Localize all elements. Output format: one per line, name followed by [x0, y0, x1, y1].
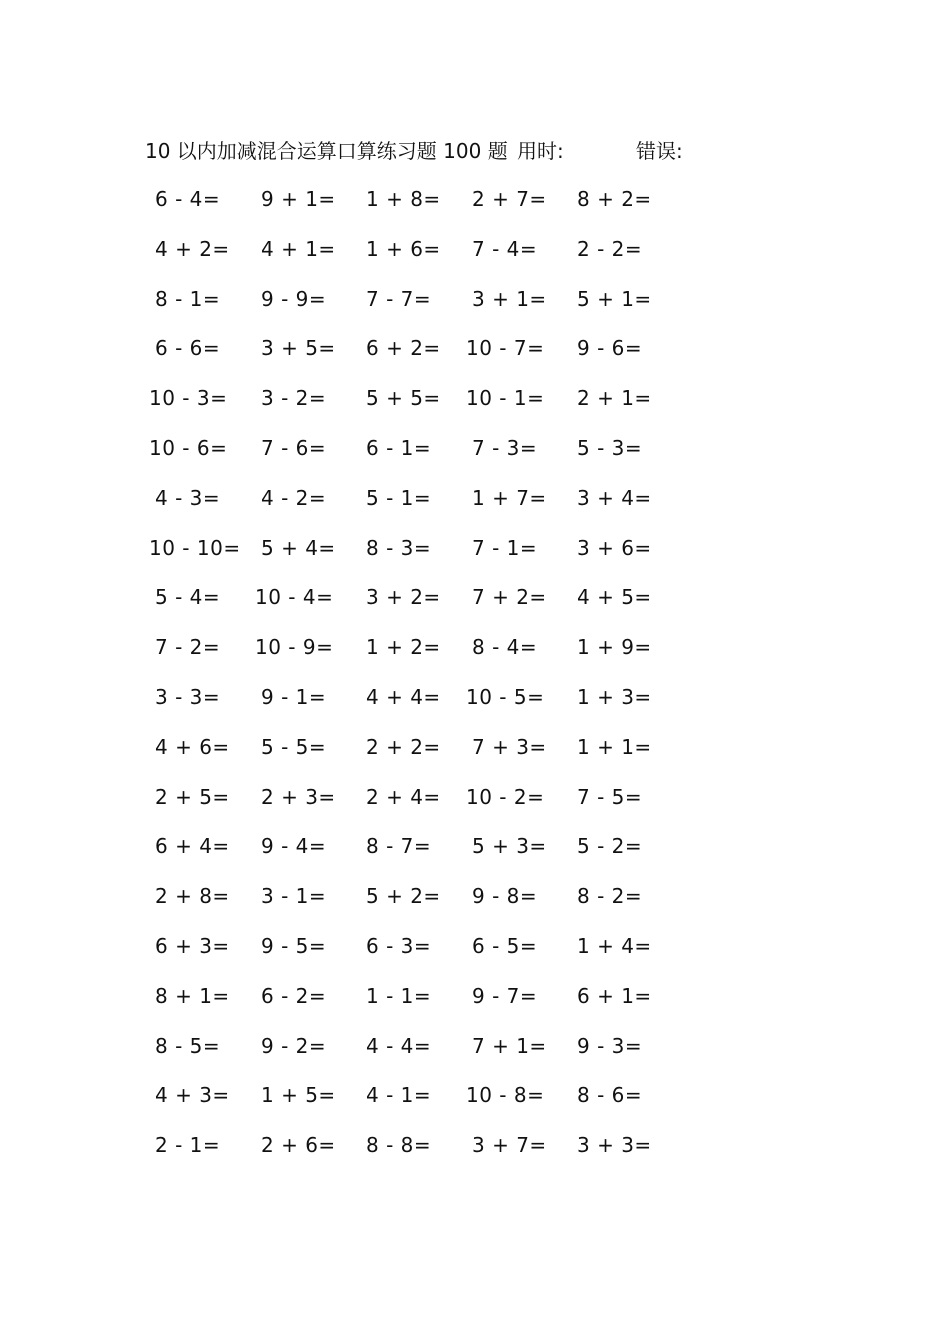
problem-4-4: 10 - 7=: [466, 336, 545, 360]
problem-5-1: 10 - 3=: [149, 386, 228, 410]
problem-13-5: 7 - 5=: [577, 785, 643, 809]
problem-1-4: 2 + 7=: [472, 187, 547, 211]
problem-10-2: 10 - 9=: [255, 635, 334, 659]
problem-9-1: 5 - 4=: [155, 585, 221, 609]
problem-5-2: 3 - 2=: [261, 386, 327, 410]
problem-14-1: 6 + 4=: [155, 834, 230, 858]
problem-12-2: 5 - 5=: [261, 735, 327, 759]
problem-1-3: 1 + 8=: [366, 187, 441, 211]
problem-3-3: 7 - 7=: [366, 287, 432, 311]
problem-8-1: 10 - 10=: [149, 536, 241, 560]
problem-14-2: 9 - 4=: [261, 834, 327, 858]
problem-8-2: 5 + 4=: [261, 536, 336, 560]
problem-11-3: 4 + 4=: [366, 685, 441, 709]
problem-18-3: 4 - 4=: [366, 1034, 432, 1058]
problem-14-5: 5 - 2=: [577, 834, 643, 858]
problem-15-5: 8 - 2=: [577, 884, 643, 908]
problem-12-1: 4 + 6=: [155, 735, 230, 759]
problem-6-2: 7 - 6=: [261, 436, 327, 460]
problem-20-5: 3 + 3=: [577, 1133, 652, 1157]
problem-17-4: 9 - 7=: [472, 984, 538, 1008]
problem-10-4: 8 - 4=: [472, 635, 538, 659]
problem-15-3: 5 + 2=: [366, 884, 441, 908]
problem-3-1: 8 - 1=: [155, 287, 221, 311]
problem-19-4: 10 - 8=: [466, 1083, 545, 1107]
problem-7-2: 4 - 2=: [261, 486, 327, 510]
problem-11-2: 9 - 1=: [261, 685, 327, 709]
problem-4-3: 6 + 2=: [366, 336, 441, 360]
problem-3-2: 9 - 9=: [261, 287, 327, 311]
problem-6-1: 10 - 6=: [149, 436, 228, 460]
problem-12-4: 7 + 3=: [472, 735, 547, 759]
problem-4-1: 6 - 6=: [155, 336, 221, 360]
problem-13-4: 10 - 2=: [466, 785, 545, 809]
problem-17-2: 6 - 2=: [261, 984, 327, 1008]
problem-4-2: 3 + 5=: [261, 336, 336, 360]
problem-13-1: 2 + 5=: [155, 785, 230, 809]
problem-7-5: 3 + 4=: [577, 486, 652, 510]
problem-3-5: 5 + 1=: [577, 287, 652, 311]
problem-20-1: 2 - 1=: [155, 1133, 221, 1157]
problem-5-4: 10 - 1=: [466, 386, 545, 410]
problem-5-5: 2 + 1=: [577, 386, 652, 410]
problem-12-3: 2 + 2=: [366, 735, 441, 759]
problem-6-4: 7 - 3=: [472, 436, 538, 460]
problem-16-3: 6 - 3=: [366, 934, 432, 958]
problem-17-1: 8 + 1=: [155, 984, 230, 1008]
problem-16-5: 1 + 4=: [577, 934, 652, 958]
problem-7-4: 1 + 7=: [472, 486, 547, 510]
problem-13-3: 2 + 4=: [366, 785, 441, 809]
problem-1-1: 6 - 4=: [155, 187, 221, 211]
problem-9-5: 4 + 5=: [577, 585, 652, 609]
problem-17-3: 1 - 1=: [366, 984, 432, 1008]
problem-10-5: 1 + 9=: [577, 635, 652, 659]
problem-6-5: 5 - 3=: [577, 436, 643, 460]
worksheet-title: 10 以内加减混合运算口算练习题 100 题: [145, 139, 508, 163]
problem-8-3: 8 - 3=: [366, 536, 432, 560]
problem-1-5: 8 + 2=: [577, 187, 652, 211]
problem-19-5: 8 - 6=: [577, 1083, 643, 1107]
problem-8-5: 3 + 6=: [577, 536, 652, 560]
problem-18-1: 8 - 5=: [155, 1034, 221, 1058]
problem-18-2: 9 - 2=: [261, 1034, 327, 1058]
problem-10-1: 7 - 2=: [155, 635, 221, 659]
problem-7-3: 5 - 1=: [366, 486, 432, 510]
problem-11-4: 10 - 5=: [466, 685, 545, 709]
problem-11-5: 1 + 3=: [577, 685, 652, 709]
problem-4-5: 9 - 6=: [577, 336, 643, 360]
problem-3-4: 3 + 1=: [472, 287, 547, 311]
problem-10-3: 1 + 2=: [366, 635, 441, 659]
problem-9-4: 7 + 2=: [472, 585, 547, 609]
problem-16-1: 6 + 3=: [155, 934, 230, 958]
problem-16-2: 9 - 5=: [261, 934, 327, 958]
problem-20-2: 2 + 6=: [261, 1133, 336, 1157]
problem-2-3: 1 + 6=: [366, 237, 441, 261]
problem-19-3: 4 - 1=: [366, 1083, 432, 1107]
problem-9-2: 10 - 4=: [255, 585, 334, 609]
problem-12-5: 1 + 1=: [577, 735, 652, 759]
problem-15-2: 3 - 1=: [261, 884, 327, 908]
problem-14-3: 8 - 7=: [366, 834, 432, 858]
problem-18-4: 7 + 1=: [472, 1034, 547, 1058]
problem-11-1: 3 - 3=: [155, 685, 221, 709]
problem-13-2: 2 + 3=: [261, 785, 336, 809]
time-used-label: 用时:: [517, 139, 564, 163]
problem-9-3: 3 + 2=: [366, 585, 441, 609]
problem-2-5: 2 - 2=: [577, 237, 643, 261]
problem-17-5: 6 + 1=: [577, 984, 652, 1008]
problem-16-4: 6 - 5=: [472, 934, 538, 958]
problem-1-2: 9 + 1=: [261, 187, 336, 211]
problem-2-4: 7 - 4=: [472, 237, 538, 261]
problem-6-3: 6 - 1=: [366, 436, 432, 460]
problem-19-1: 4 + 3=: [155, 1083, 230, 1107]
problem-20-3: 8 - 8=: [366, 1133, 432, 1157]
problem-15-4: 9 - 8=: [472, 884, 538, 908]
problem-15-1: 2 + 8=: [155, 884, 230, 908]
problem-14-4: 5 + 3=: [472, 834, 547, 858]
problem-2-2: 4 + 1=: [261, 237, 336, 261]
problem-7-1: 4 - 3=: [155, 486, 221, 510]
problem-5-3: 5 + 5=: [366, 386, 441, 410]
errors-label: 错误:: [636, 139, 683, 163]
problem-2-1: 4 + 2=: [155, 237, 230, 261]
problem-18-5: 9 - 3=: [577, 1034, 643, 1058]
problem-8-4: 7 - 1=: [472, 536, 538, 560]
problem-19-2: 1 + 5=: [261, 1083, 336, 1107]
problem-20-4: 3 + 7=: [472, 1133, 547, 1157]
